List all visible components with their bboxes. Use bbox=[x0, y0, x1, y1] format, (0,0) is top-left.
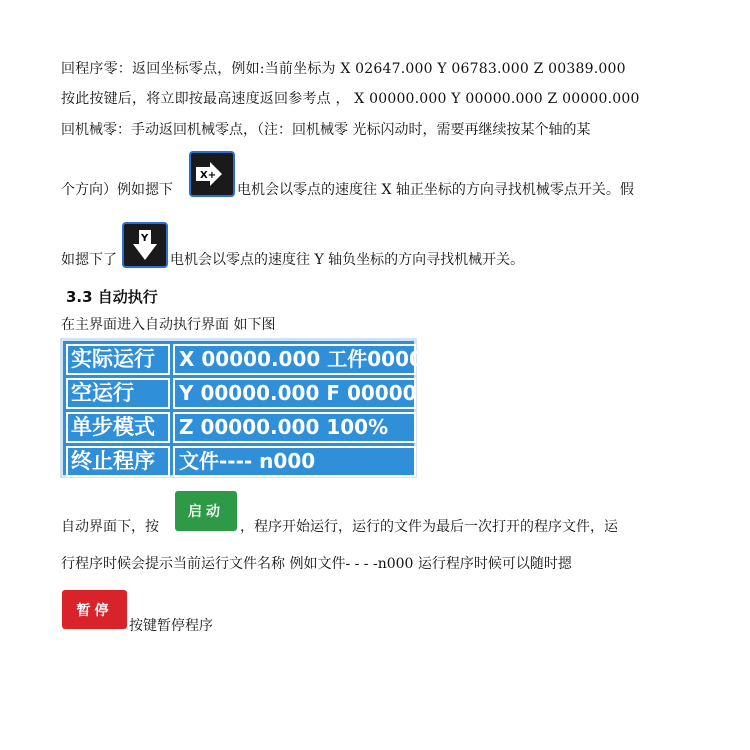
text-line-5a: 如摁下了 bbox=[61, 252, 117, 268]
text-line-5b: 电机会以零点的速度往 Y 轴负坐标的方向寻找机械开关。 bbox=[170, 252, 525, 268]
panel-mode-actual-run: 实际运行 bbox=[66, 344, 170, 375]
section-heading: 3.3 自动执行 bbox=[66, 288, 158, 306]
y-minus-label: Y bbox=[141, 233, 149, 244]
panel-mode-stop-program: 终止程序 bbox=[66, 446, 170, 477]
text-line-6: 在主界面进入自动执行界面 如下图 bbox=[61, 317, 276, 333]
text-line-2: 按此按键后，将立即按最高速度返回参考点 ， X 00000.000 Y 00000.000 Z 00000.000 bbox=[61, 91, 640, 107]
x-plus-label: X+ bbox=[200, 170, 217, 181]
text-line-1: 回程序零：返回坐标零点，例如:当前坐标为 X 02647.000 Y 06783.000 Z 00389.000 bbox=[61, 61, 626, 77]
right-arrow-icon bbox=[194, 161, 230, 187]
down-arrow-icon bbox=[131, 228, 159, 262]
panel-mode-single-step: 单步模式 bbox=[66, 412, 170, 443]
panel-mode-dry-run: 空运行 bbox=[66, 378, 170, 409]
text-line-8: 行程序时候会提示当前运行文件名称 例如文件- - - -n000 运行程序时候可以随时摁 bbox=[61, 556, 572, 572]
panel-file-name: 文件---- n000 bbox=[173, 446, 416, 477]
auto-execute-panel bbox=[60, 338, 437, 478]
pause-button[interactable]: 暂停 bbox=[62, 590, 127, 629]
text-line-4b: 电机会以零点的速度往 X 轴正坐标的方向寻找机械零点开关。假 bbox=[237, 182, 634, 198]
text-line-7a: 自动界面下，按 bbox=[61, 519, 159, 535]
text-line-4a: 个方向）例如摁下 bbox=[61, 182, 173, 198]
text-line-9: 按键暂停程序 bbox=[129, 618, 213, 634]
text-line-3: 回机械零：手动返回机械零点，（注：回机械零 光标闪动时，需要再继续按某个轴的某 bbox=[61, 122, 591, 138]
panel-z-coordinate: Z 00000.000 100% bbox=[173, 412, 416, 443]
y-minus-key-icon bbox=[122, 222, 168, 268]
panel-y-coordinate: Y 00000.000 F 00000 bbox=[173, 378, 416, 409]
start-button[interactable]: 启动 bbox=[175, 491, 237, 531]
text-line-7b: ，程序开始运行，运行的文件为最后一次打开的程序文件，运 bbox=[240, 519, 618, 535]
x-plus-key-icon bbox=[189, 151, 235, 197]
panel-x-coordinate: X 00000.000 工件00000 bbox=[173, 344, 416, 375]
